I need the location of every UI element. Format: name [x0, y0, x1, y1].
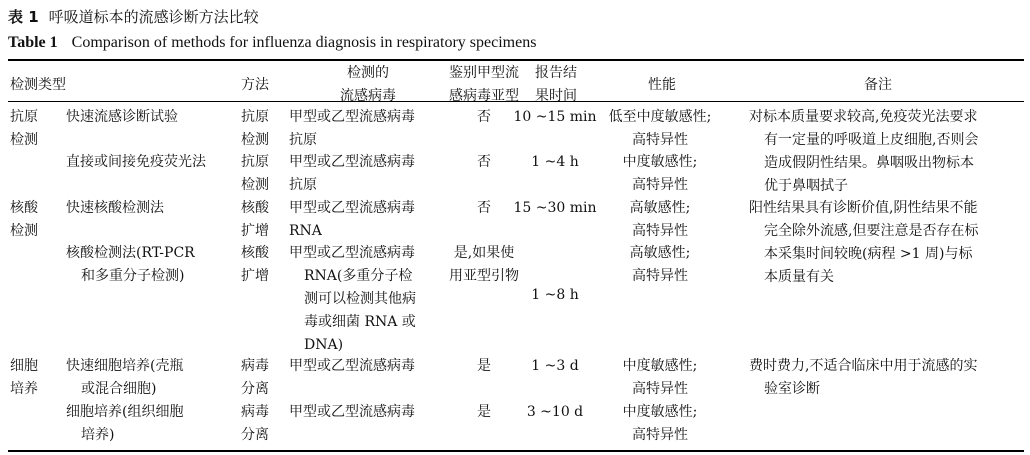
report-time: 1 ~3 d	[531, 358, 579, 374]
detected-virus	[289, 355, 415, 378]
note-line: 造成假阴性结果。鼻咽吸出物标本	[764, 155, 974, 171]
performance	[600, 355, 720, 401]
header-virus-line1: 检测的	[347, 65, 389, 81]
method-name	[66, 242, 195, 288]
method-name	[66, 151, 206, 174]
group-nucleic-line1: 核酸	[10, 200, 38, 216]
header-subtype-line2: 感病毒亚型	[449, 88, 519, 104]
method-category-line: 扩增	[241, 223, 269, 239]
method-category	[241, 151, 269, 197]
header-subtype-line1: 鉴别甲型流	[449, 65, 519, 81]
performance	[600, 106, 720, 152]
performance	[600, 242, 720, 288]
header-virus-line2: 流感病毒	[340, 88, 396, 104]
method-name-line: 细胞培养(组织细胞	[66, 404, 184, 420]
method-category-line: 检测	[241, 177, 269, 193]
subtype-line: 是,如果使	[453, 245, 515, 261]
group-culture-line1: 细胞	[10, 358, 38, 374]
detected-virus-line: 甲型或乙型流感病毒	[289, 404, 415, 420]
method-category	[241, 106, 269, 152]
note-line: 本质量有关	[764, 269, 834, 285]
report-time: 1 ~8 h	[531, 287, 579, 303]
method-category	[241, 242, 269, 288]
detected-virus-line: 毒或细菌 RNA 或	[304, 314, 416, 330]
method-category-line: 病毒	[241, 404, 269, 420]
subtype-line: 是	[477, 404, 491, 420]
detected-virus	[289, 197, 415, 243]
subtype-line: 是	[477, 358, 491, 374]
table-caption-en	[8, 34, 536, 52]
detected-virus-line: 甲型或乙型流感病毒	[289, 109, 415, 125]
header-subtype	[444, 62, 524, 108]
method-name	[66, 197, 164, 220]
caption-title-en: Comparison of methods for influenza diagnosis in respiratory specimens	[71, 34, 537, 51]
method-category	[241, 197, 269, 243]
header-type: 检测类型	[10, 77, 66, 93]
report-time: 15 ~30 min	[513, 200, 597, 216]
subtype-line: 否	[477, 154, 491, 170]
subtype-line: 用亚型引物	[449, 268, 519, 284]
detected-virus-line: RNA(多重分子检	[304, 268, 413, 284]
caption-label-en: Table 1	[8, 34, 58, 51]
note-line: 优于鼻咽拭子	[764, 178, 848, 194]
table-top-rule	[8, 59, 1024, 61]
note-culture	[749, 355, 977, 401]
note-line: 验室诊断	[764, 381, 820, 397]
method-category-line: 病毒	[241, 358, 269, 374]
method-name	[66, 355, 183, 401]
header-time-line1: 报告结	[535, 65, 577, 81]
subtype-line: 否	[477, 109, 491, 125]
method-category	[241, 401, 269, 447]
table-caption-zh	[8, 6, 259, 27]
performance-line: 高敏感性;	[629, 245, 691, 261]
detected-virus	[289, 401, 415, 424]
performance-line: 高特异性	[632, 268, 688, 284]
note-line: 有一定量的呼吸道上皮细胞,否则会	[764, 132, 979, 148]
performance	[600, 197, 720, 243]
header-time-line2: 果时间	[535, 88, 577, 104]
method-name-line: 直接或间接免疫荧光法	[66, 154, 206, 170]
report-time: 3 ~10 d	[526, 404, 584, 420]
detected-virus	[289, 151, 415, 197]
performance-line: 高特异性	[632, 381, 688, 397]
performance	[600, 151, 720, 197]
report-time: 10 ~15 min	[513, 109, 597, 125]
group-antigen-line1: 抗原	[10, 109, 38, 125]
header-time	[528, 62, 584, 108]
group-antigen	[10, 106, 38, 152]
method-category-line: 扩增	[241, 268, 269, 284]
detected-virus-line: 甲型或乙型流感病毒	[289, 154, 415, 170]
note-line: 本采集时间较晚(病程 >1 周)与标	[764, 246, 973, 262]
note-line: 阳性结果具有诊断价值,阴性结果不能	[749, 200, 978, 216]
performance-line: 高特异性	[632, 177, 688, 193]
header-notes: 备注	[864, 77, 892, 93]
method-category	[241, 355, 269, 401]
performance-line: 高特异性	[632, 132, 688, 148]
method-name	[66, 106, 178, 129]
detected-virus-line: RNA	[289, 223, 322, 239]
method-category-line: 检测	[241, 132, 269, 148]
report-time: 1 ~4 h	[531, 154, 579, 170]
performance	[600, 401, 720, 447]
method-name-line: 和多重分子检测)	[81, 268, 185, 284]
method-category-line: 分离	[241, 427, 269, 443]
detected-virus-line: 抗原	[289, 132, 317, 148]
method-category-line: 抗原	[241, 109, 269, 125]
method-name-line: 培养)	[81, 427, 115, 443]
group-culture-line2: 培养	[10, 381, 38, 397]
detected-virus-line: 甲型或乙型流感病毒	[289, 245, 415, 261]
group-culture	[10, 355, 38, 401]
note-nucleic	[749, 197, 978, 289]
method-name-line: 核酸检测法(RT-PCR	[66, 245, 195, 261]
method-name-line: 快速细胞培养(壳瓶	[66, 358, 184, 374]
method-name-line: 快速流感诊断试验	[66, 109, 178, 125]
detected-virus-line: 甲型或乙型流感病毒	[289, 358, 415, 374]
method-category-line: 分离	[241, 381, 269, 397]
performance-line: 低至中度敏感性;	[608, 109, 712, 125]
detected-virus-line: 甲型或乙型流感病毒	[289, 200, 415, 216]
table-bottom-rule	[8, 450, 1024, 452]
caption-label-zh: 表 1	[8, 8, 39, 26]
detected-virus	[289, 242, 416, 357]
method-category-line: 核酸	[241, 200, 269, 216]
performance-line: 中度敏感性;	[622, 358, 698, 374]
header-method: 方法	[241, 77, 269, 93]
performance-line: 中度敏感性;	[622, 404, 698, 420]
method-name-line: 快速核酸检测法	[66, 200, 164, 216]
method-name-line: 或混合细胞)	[81, 381, 157, 397]
group-antigen-line2: 检测	[10, 132, 38, 148]
group-nucleic	[10, 197, 38, 243]
performance-line: 高特异性	[632, 223, 688, 239]
method-name	[66, 401, 183, 447]
detected-virus-line: 抗原	[289, 177, 317, 193]
header-virus	[320, 62, 416, 108]
detected-virus-line: 测可以检测其他病	[304, 291, 416, 307]
note-antigen	[749, 106, 978, 198]
performance-line: 中度敏感性;	[622, 154, 698, 170]
performance-line: 高敏感性;	[629, 200, 691, 216]
group-nucleic-line2: 检测	[10, 223, 38, 239]
note-line: 费时费力,不适合临床中用于流感的实	[749, 358, 978, 374]
method-category-line: 核酸	[241, 245, 269, 261]
method-category-line: 抗原	[241, 154, 269, 170]
note-line: 完全除外流感,但要注意是否存在标	[764, 223, 979, 239]
note-line: 对标本质量要求较高,免疫荧光法要求	[749, 109, 978, 125]
detected-virus-line: DNA)	[304, 337, 344, 353]
detected-virus	[289, 106, 415, 152]
subtype-line: 否	[477, 200, 491, 216]
caption-title-zh: 呼吸道标本的流感诊断方法比较	[48, 8, 259, 26]
header-performance: 性能	[648, 77, 676, 93]
subtype-cell	[440, 242, 528, 288]
performance-line: 高特异性	[632, 427, 688, 443]
